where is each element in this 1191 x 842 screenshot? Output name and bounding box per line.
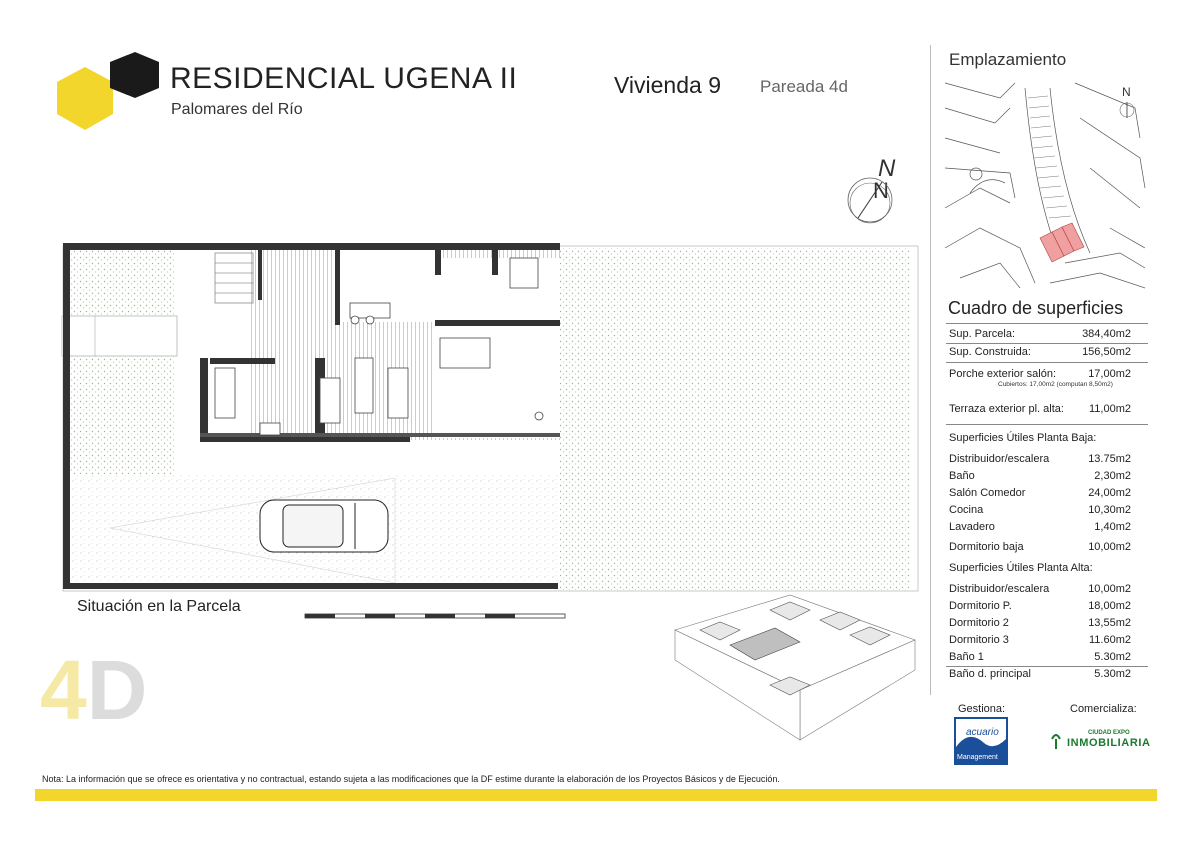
north-compass — [840, 150, 910, 230]
surface-row: Dormitorio 3 11.60m2 — [949, 634, 1131, 646]
surface-row: Cocina 10,30m2 — [949, 504, 1131, 516]
acuario-name: acuario — [966, 727, 999, 738]
surface-row: Distribuidor/escalera 13.75m2 — [949, 453, 1131, 465]
type-badge: 4D — [40, 643, 148, 737]
surface-row: Distribuidor/escalera 10,00m2 — [949, 583, 1131, 595]
surface-row: Terraza exterior pl. alta: 11,00m2 — [949, 403, 1131, 415]
acuario-sub: Management — [957, 754, 998, 761]
site-floor-plan — [55, 178, 925, 598]
inmobiliaria-top: CIUDAD EXPO — [1088, 730, 1130, 736]
surface-row: Dormitorio baja 10,00m2 — [949, 541, 1131, 553]
surfaces-divider — [946, 323, 1148, 324]
inmobiliaria-name: INMOBILIARIA — [1067, 737, 1151, 749]
surface-row: Baño d. principal 5.30m2 — [949, 668, 1131, 680]
scale-bar — [305, 612, 565, 620]
house-number: Vivienda 9 — [614, 72, 721, 98]
surfaces-divider — [946, 666, 1148, 667]
gestiona-label: Gestiona: — [958, 703, 1006, 715]
plan-north-label: N — [873, 178, 889, 203]
plan-caption: Situación en la Parcela — [77, 598, 241, 615]
comercializa-label: Comercializa: — [1070, 703, 1137, 715]
surface-row: Sup. Parcela: 384,40m2 — [949, 328, 1131, 340]
surface-row: Baño 2,30m2 — [949, 470, 1131, 482]
compass-north-label: N — [878, 155, 896, 182]
house-type: Pareada 4d — [760, 77, 848, 96]
footer-accent-bar — [35, 789, 1157, 801]
location-map — [940, 78, 1150, 293]
isometric-view — [670, 590, 920, 750]
surface-row: Salón Comedor 24,00m2 — [949, 487, 1131, 499]
surface-row: Dormitorio P. 18,00m2 — [949, 600, 1131, 612]
surface-row: Porche exterior salón: 17,00m2 — [949, 368, 1131, 380]
column-divider — [930, 45, 931, 695]
surfaces-divider — [946, 362, 1148, 363]
project-location: Palomares del Río — [171, 101, 303, 118]
porche-note: Cubiertos: 17,00m2 (computan 8,50m2) — [998, 381, 1113, 388]
emplazamiento-title: Emplazamiento — [949, 50, 1067, 69]
surface-row: Lavadero 1,40m2 — [949, 521, 1131, 533]
disclaimer-note: Nota: La información que se ofrece es orientativa y no contractual, estando sujeta a las modificaciones que la DF estime durante la elaboración de los Proyectos Básicos y de Ejecución. — [42, 774, 780, 784]
surface-row: Dormitorio 2 13,55m2 — [949, 617, 1131, 629]
surfaces-divider — [946, 343, 1148, 344]
surface-row: Sup. Construida: 156,50m2 — [949, 346, 1131, 358]
surface-row: Baño 1 5.30m2 — [949, 651, 1131, 663]
planta-baja-title: Superficies Útiles Planta Baja: — [949, 432, 1097, 444]
brand-logo — [55, 52, 165, 132]
surfaces-divider — [946, 424, 1148, 425]
surfaces-title: Cuadro de superficies — [948, 298, 1124, 318]
map-north-label: N — [1122, 85, 1131, 99]
project-title: RESIDENCIAL UGENA II — [170, 62, 518, 95]
planta-alta-title: Superficies Útiles Planta Alta: — [949, 562, 1093, 574]
